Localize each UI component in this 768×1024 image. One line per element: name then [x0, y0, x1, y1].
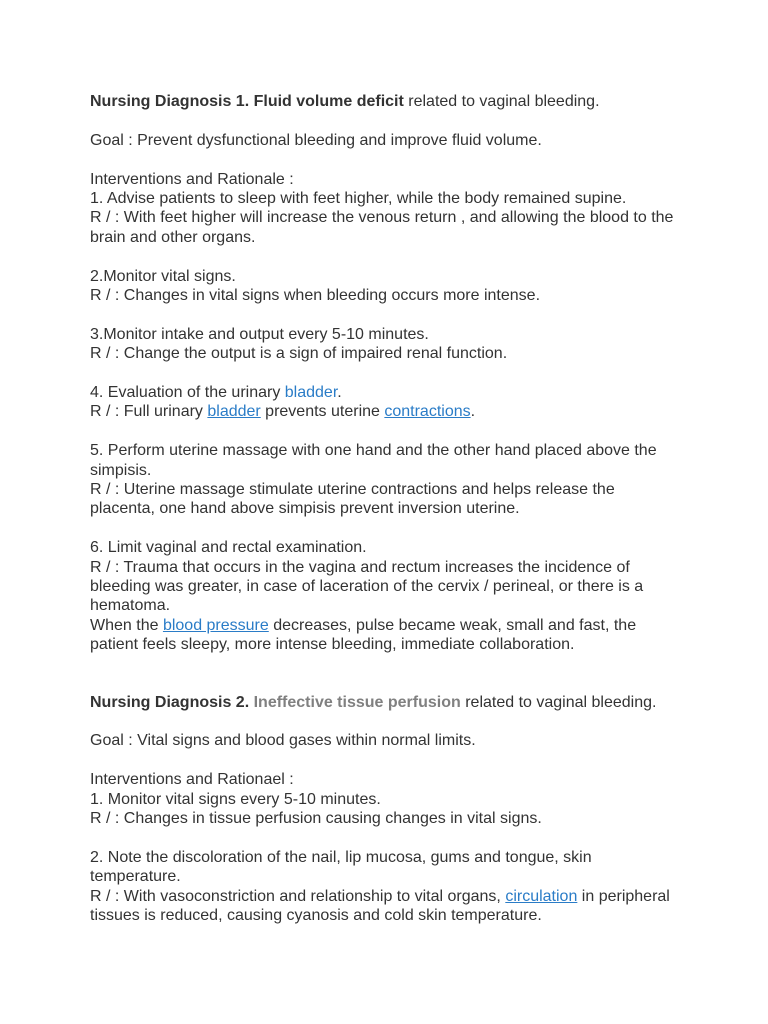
intervention-action: 2.Monitor vital signs.: [90, 267, 236, 285]
diagnosis-1-heading-rest: related to vaginal bleeding.: [403, 93, 600, 110]
rationale-text-end: in peripheral tissues is reduced, causing cyanosis and cold skin temperature.: [90, 887, 670, 925]
rationale-text: R / : With vasoconstriction and relationship to vital organs,: [90, 887, 506, 905]
contractions-link[interactable]: contractions: [384, 403, 471, 421]
intervention-action: 2. Note the discoloration of the nail, lip mucosa, gums and tongue, skin temperature.: [90, 848, 592, 886]
diagnosis-1-heading: [90, 92, 680, 111]
intervention-action: 1. Advise patients to sleep with feet higher, while the body remained supine.: [90, 190, 627, 207]
diagnosis-2-term: Ineffective tissue perfusion: [253, 693, 461, 711]
intervention-action: [90, 383, 680, 402]
intervention-action: 3.Monitor intake and output every 5-10 minutes.: [90, 325, 429, 343]
intervention-rationale: R / : Changes in tissue perfusion causing changes in vital signs.: [90, 810, 542, 828]
diagnosis-1-goal: Goal : Prevent dysfunctional bleeding and improve fluid volume.: [90, 131, 542, 149]
blood-pressure-link[interactable]: blood pressure: [162, 616, 269, 634]
intervention-rationale: [90, 887, 680, 926]
diagnosis-1-intervention-2: [90, 267, 680, 306]
intervention-rationale: R / : With feet higher will increase the venous return , and allowing the blood to the brain and other organs.: [90, 209, 674, 246]
bladder-link-underlined[interactable]: bladder: [207, 403, 261, 421]
diagnosis-2-intervention-2: [90, 848, 680, 926]
intervention-rationale: R / : Trauma that occurs in the vagina and rectum increases the incidence of bleeding was greater, in case of laceration of the cervix / perineal, or there is a hematoma.: [90, 558, 644, 615]
intervention-action: 5. Perform uterine massage with one hand and the other hand placed above the simpisis.: [90, 442, 657, 479]
diagnosis-1-intervention-3: [90, 325, 680, 364]
intervention-rationale: [90, 402, 680, 421]
diagnosis-1-label: Nursing Diagnosis 1.: [90, 93, 250, 110]
rationale-text-end: .: [470, 403, 476, 421]
intervention-action: 1. Monitor vital signs every 5-10 minutes.: [90, 790, 381, 808]
rationale-text-mid: prevents uterine: [260, 403, 385, 421]
diagnosis-2-goal: Goal : Vital signs and blood gases within normal limits.: [90, 732, 476, 750]
diagnosis-2-intervention-1: [90, 770, 680, 828]
note-text: When the: [90, 616, 163, 634]
intervention-action: 6. Limit vaginal and rectal examination.: [90, 539, 367, 557]
interventions-header: Interventions and Rationale :: [90, 170, 294, 188]
diagnosis-1-term: Fluid volume deficit: [253, 93, 404, 110]
intervention-rationale: R / : Uterine massage stimulate uterine contractions and helps release the placenta, one hand above simpisis prevent inversion uterine.: [90, 481, 615, 518]
intervention-note: [90, 616, 680, 655]
diagnosis-2-label: Nursing Diagnosis 2.: [90, 693, 250, 711]
note-text-end: decreases, pulse became weak, small and fast, the patient feels sleepy, more intense bleeding, immediate collaboration.: [90, 616, 637, 654]
document-body: [90, 92, 680, 945]
action-text: 4. Evaluation of the urinary: [90, 384, 285, 402]
diagnosis-1-intervention-6: [90, 538, 680, 654]
rationale-text: R / : Full urinary: [90, 403, 208, 421]
intervention-rationale: R / : Changes in vital signs when bleeding occurs more intense.: [90, 287, 541, 305]
action-text-end: .: [337, 384, 342, 402]
circulation-link[interactable]: circulation: [505, 887, 578, 905]
diagnosis-2-heading-rest: related to vaginal bleeding.: [460, 693, 657, 711]
intervention-rationale: R / : Change the output is a sign of impaired renal function.: [90, 345, 508, 363]
diagnosis-1-intervention-4: [90, 383, 680, 422]
bladder-link[interactable]: bladder: [284, 384, 338, 402]
diagnosis-1-intervention-1: [90, 170, 680, 248]
interventions-header: Interventions and Rationael :: [90, 771, 294, 789]
diagnosis-1-intervention-5: [90, 441, 680, 519]
diagnosis-2-heading: [90, 693, 680, 712]
